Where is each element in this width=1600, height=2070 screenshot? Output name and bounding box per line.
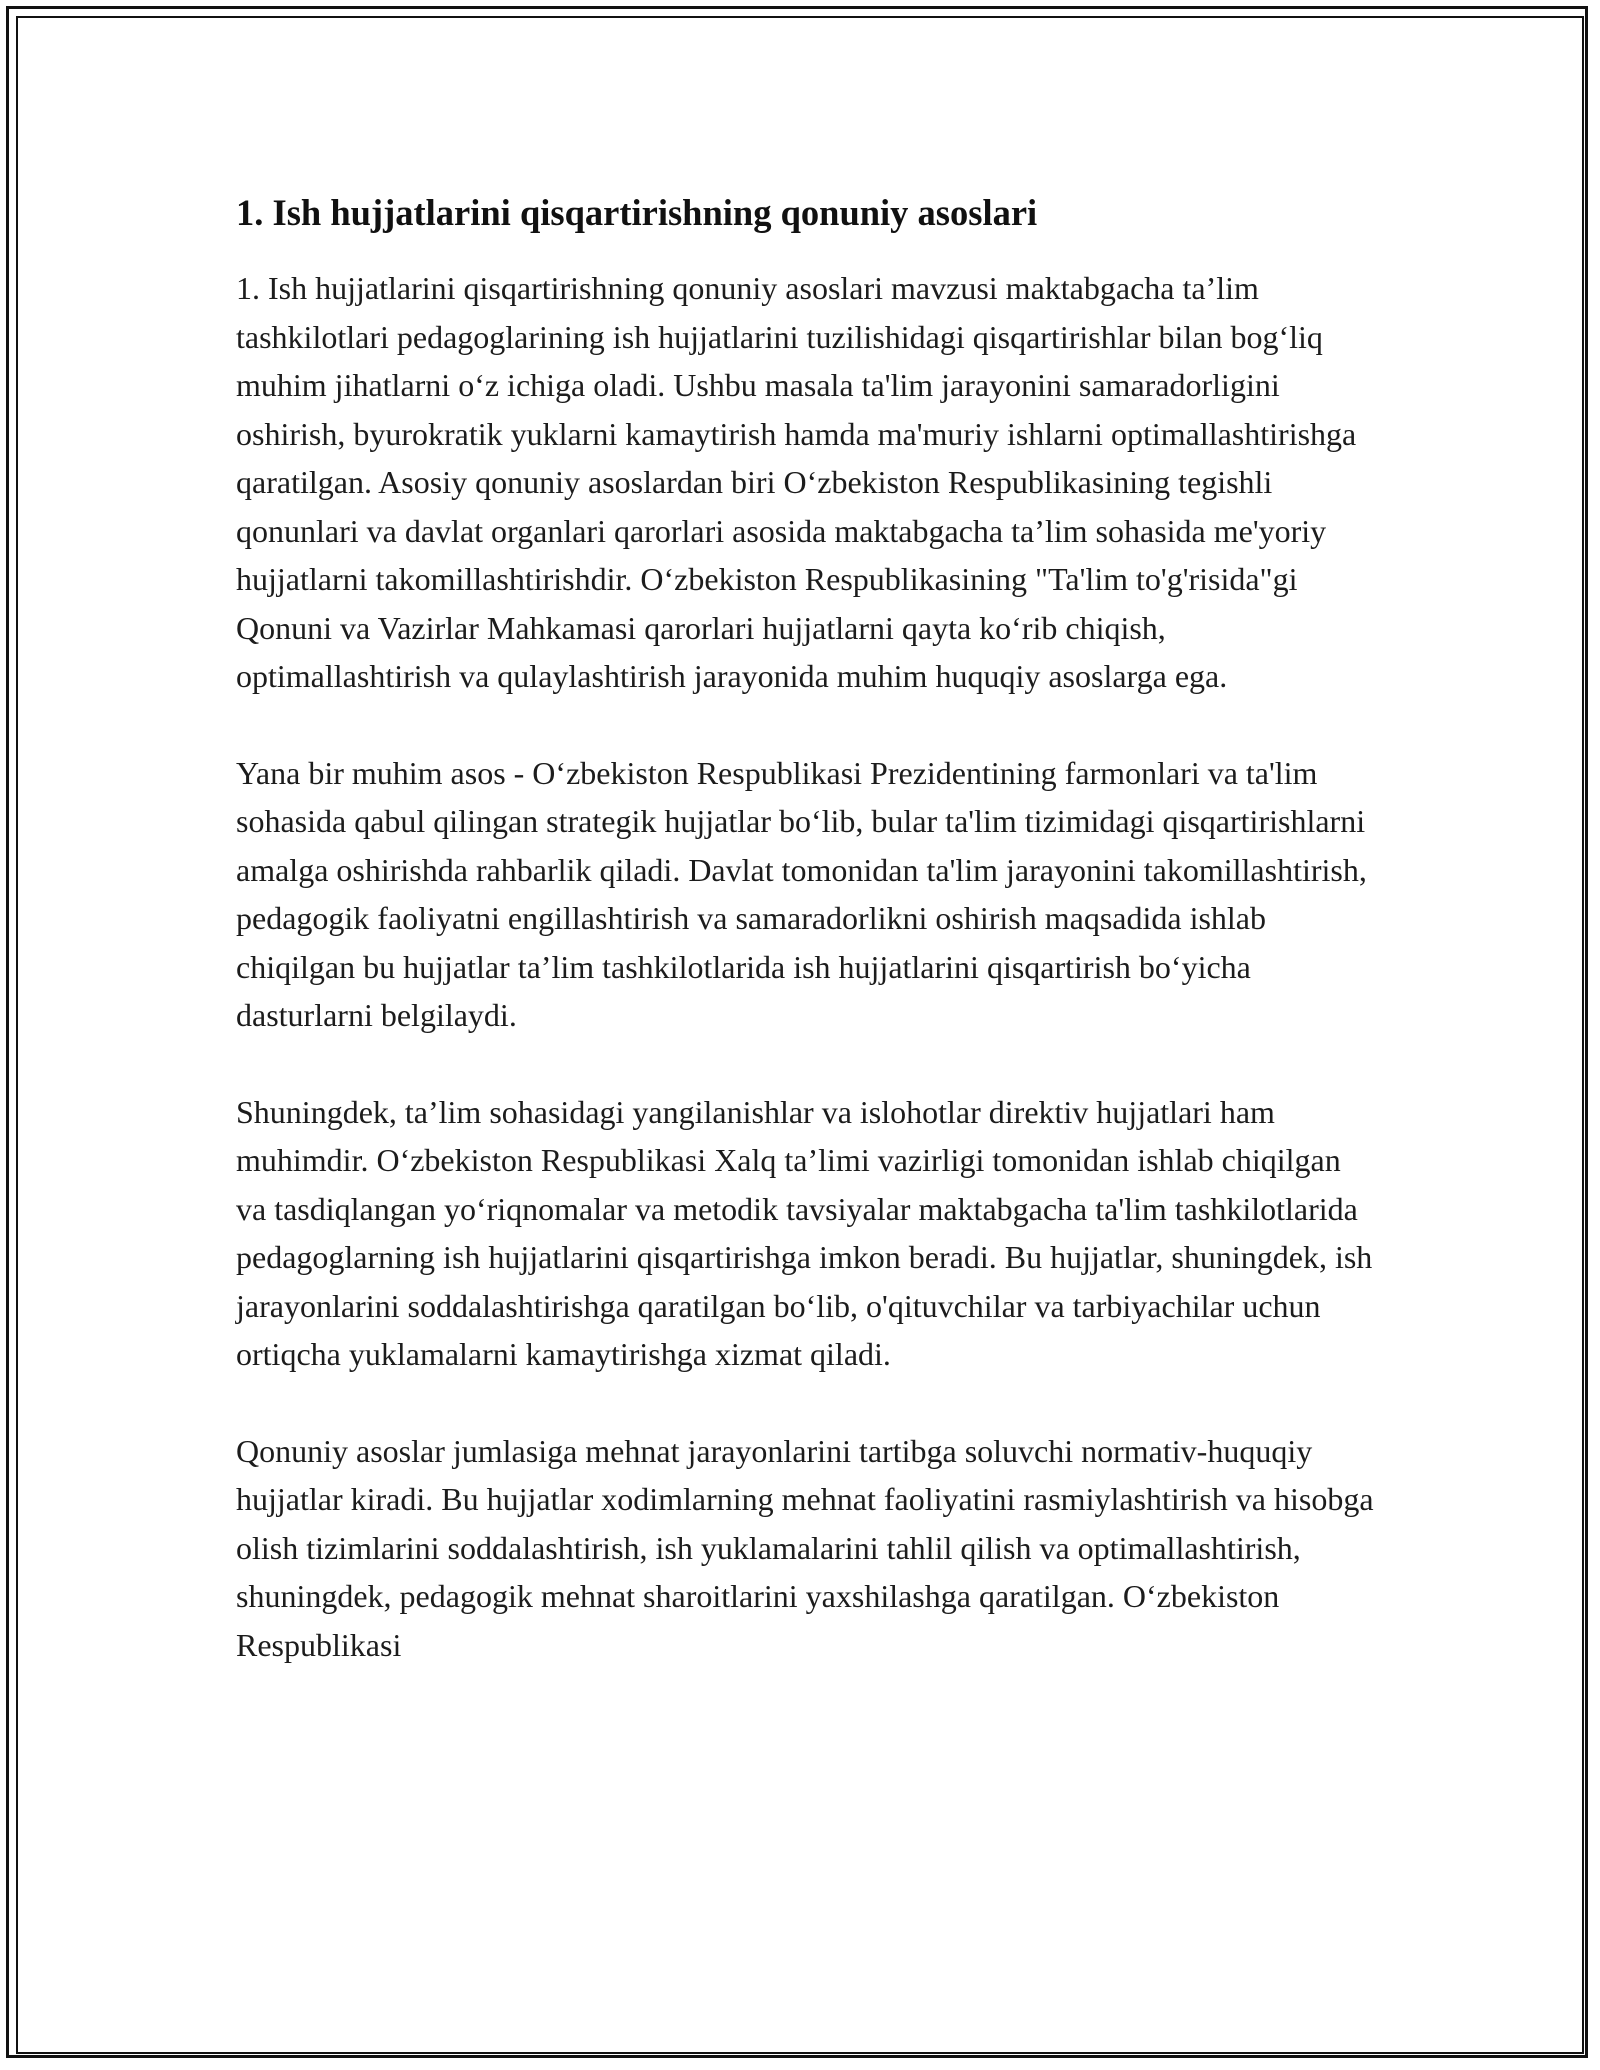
paragraph-3: Shuningdek, ta’lim sohasidagi yangilanishlar va islohotlar direktiv hujjatlari ham muhimdir. O‘zbekiston Respublikasi Xalq ta’limi vazirligi tomonidan ishlab chiqilgan va tasdiqlangan yo‘riqnomalar va metodik tavsiyalar maktabgacha ta'lim tashkilotlarida pedagoglarning ish hujjatlarini qisqartirishga imkon beradi. Bu hujjatlar, shuningdek, ish jarayonlarini soddalashtirishga qaratilgan bo‘lib, o'qituvchilar va tarbiyachilar uchun ortiqcha yuklamalarni kamaytirishga xizmat qiladi. [236, 1093, 1373, 1372]
document-body [236, 190, 1376, 1717]
paragraph-1: 1. Ish hujjatlarini qisqartirishning qonuniy asoslari mavzusi maktabgacha ta’lim tashkilotlari pedagoglarining ish hujjatlarini tuzilishidagi qisqartirishlar bilan bog‘liq muhim jihatlarni o‘z ichiga oladi. Ushbu masala ta'lim jarayonini samaradorligini oshirish, byurokratik yuklarni kamaytirish hamda ma'muriy ishlarni optimallashtirishga qaratilgan. Asosiy qonuniy asoslardan biri O‘zbekiston Respublikasining tegishli qonunlari va davlat organlari qarorlari asosida maktabgacha ta’lim sohasida me'yoriy hujjatlarni takomillashtirishdir. O‘zbekiston Respublikasining "Ta'lim to'g'risida"gi Qonuni va Vazirlar Mahkamasi qarorlari hujjatlarni qayta ko‘rib chiqish, optimallashtirish va qulaylashtirish jarayonida muhim huquqiy asoslarga ega. [236, 270, 1357, 694]
paragraph-2: Yana bir muhim asos - O‘zbekiston Respublikasi Prezidentining farmonlari va ta'lim sohasida qabul qilingan strategik hujjatlar bo‘lib, bular ta'lim tizimidagi qisqartirishlarni amalga oshirishda rahbarlik qiladi. Davlat tomonidan ta'lim jarayonini takomillashtirish, pedagogik faoliyatni engillashtirish va samaradorlikni oshirish maqsadida ishlab chiqilgan bu hujjatlar ta’lim tashkilotlarida ish hujjatlarini qisqartirish bo‘yicha dasturlarni belgilaydi. [236, 754, 1367, 1033]
paragraph-4: Qonuniy asoslar jumlasiga mehnat jarayonlarini tartibga soluvchi normativ-huquqiy hujjatlar kiradi. Bu hujjatlar xodimlarning mehnat faoliyatini rasmiylashtirish va hisobga olish tizimlarini soddalashtirish, ish yuklamalarini tahlil qilish va optimallashtirish, shuningdek, pedagogik mehnat sharoitlarini yaxshilashga qaratilgan. O‘zbekiston Respublikasi [236, 1432, 1374, 1663]
section-heading: 1. Ish hujjatlarini qisqartirishning qonuniy asoslari [236, 192, 1038, 233]
